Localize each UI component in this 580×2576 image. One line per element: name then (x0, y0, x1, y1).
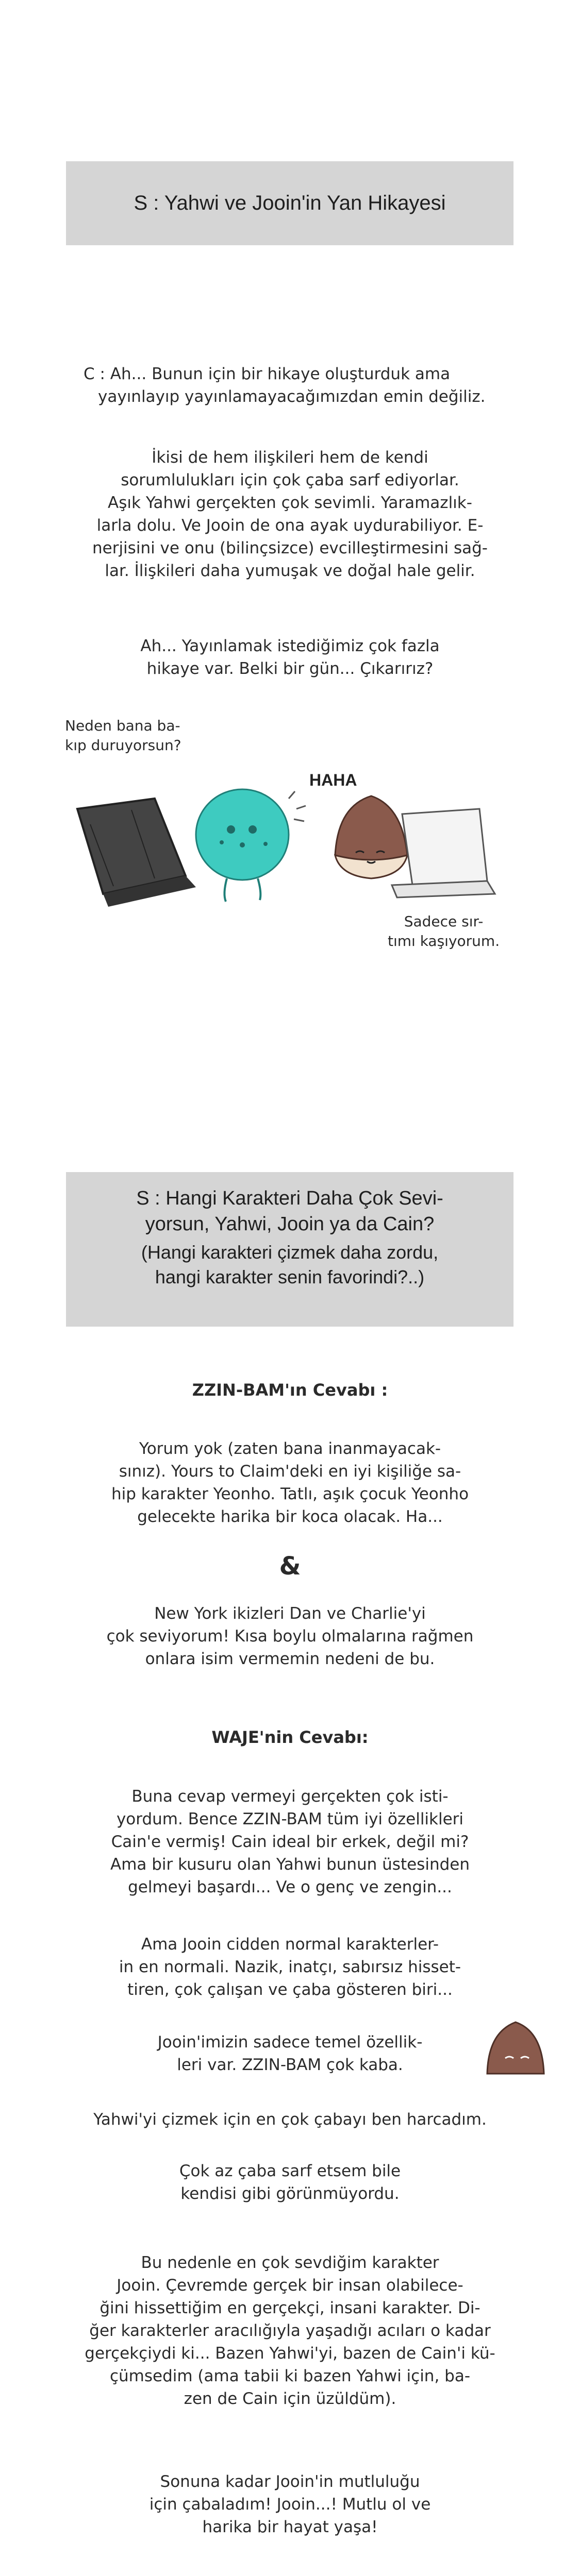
banner-subtitle-line: hangi karakter senin favorindi?..) (155, 1266, 425, 1287)
text-line: Aşık Yahwi gerçekten çok sevimli. Yaramazlık- (108, 494, 472, 512)
answer-paragraph (0, 2160, 580, 2205)
text-line: sorumlulukları için çok çaba sarf ediyorlar. (121, 471, 459, 489)
answer-heading-waje: WAJE'nin Cevabı: (211, 1727, 369, 1747)
banner-subtitle (66, 1240, 513, 1290)
banner-title-line: S : Hangi Karakteri Daha Çok Sevi- (136, 1188, 443, 1209)
answer-paragraph (0, 1437, 580, 1528)
speech-label-right (388, 912, 500, 951)
text-line: yayınlayıp yayınlamayacağımızdan emin değiliz. (98, 387, 486, 406)
answer-paragraph (0, 2470, 580, 2538)
text-line: Neden bana ba- (65, 717, 180, 734)
story-paragraph (0, 446, 580, 582)
text-line: Sonuna kadar Jooin'in mutluluğu (160, 2472, 420, 2491)
text-line: sınız). Yours to Claim'deki en iyi kişiliğe sa- (119, 1462, 461, 1481)
text-line: onlara isim vermemin nedeni de bu. (145, 1650, 435, 1668)
text-line: kendisi gibi görünmüyordu. (180, 2184, 400, 2203)
text-line: harika bir hayat yaşa! (202, 2518, 378, 2536)
speech-label-left (65, 716, 181, 755)
text-line: için çabaladım! Jooin...! Mutlu ol ve (149, 2495, 431, 2514)
text-line: İkisi de hem ilişkileri hem de kendi (152, 448, 428, 467)
banner-subtitle-line: (Hangi karakteri çizmek daha zordu, (141, 1242, 439, 1263)
text-line: gerçekçiydi ki... Bazen Yahwi'yi, bazen de Cain'i kü- (85, 2344, 495, 2363)
text-line: New York ikizleri Dan ve Charlie'yi (154, 1604, 426, 1623)
text-line: tiren, çok çalışan ve çaba gösteren biri... (127, 1980, 453, 1999)
text-line: C : Ah... Bunun için bir hikaye oluşturduk ama (84, 365, 451, 383)
sfx-haha: HAHA (309, 771, 357, 789)
text-line: hip karakter Yeonho. Tatlı, aşık çocuk Yeonho (111, 1485, 469, 1503)
text-line: Ah... Yayınlamak istediğimiz çok fazla (140, 637, 440, 655)
text-line: tımı kaşıyorum. (388, 933, 500, 950)
text-line: zen de Cain için üzüldüm). (184, 2389, 396, 2408)
jooin-peek-icon (477, 2017, 549, 2089)
story-intro (84, 363, 506, 408)
banner-title: S : Yahwi ve Jooin'in Yan Hikayesi (134, 192, 446, 214)
text-line: çok seviyorum! Kısa boylu olmalarına rağmen (106, 1627, 474, 1646)
text-line: larla dolu. Ve Jooin de ona ayak uydurabiliyor. E- (96, 516, 484, 535)
answer-paragraph (0, 1785, 580, 1899)
text-line: Cain'e vermiş! Cain ideal bir erkek, değil mi? (111, 1833, 469, 1851)
ampersand: & (279, 1552, 301, 1581)
text-line: ğini hissettiğim en gerçekçi, insani karakter. Di- (100, 2299, 480, 2317)
laptop-light-icon (392, 809, 495, 897)
text-line: Çok az çaba sarf etsem bile (179, 2162, 401, 2180)
text-line: Ama Jooin cidden normal karakterler- (141, 1935, 439, 1954)
text-line: yordum. Bence ZZIN-BAM tüm iyi özellikleri (116, 1810, 464, 1828)
text-line: nerjisini ve onu (bilinçsizce) evcilleştirmesini sağ- (92, 539, 488, 557)
text-line: Jooin'imizin sadece temel özellik- (157, 2033, 423, 2052)
text-line: Yorum yok (zaten bana inanmayacak- (139, 1439, 441, 1458)
laptop-dark-icon (77, 799, 196, 907)
answer-heading-zzinbam: ZZIN-BAM'ın Cevabı : (192, 1380, 388, 1400)
story-paragraph (0, 635, 580, 680)
answer-paragraph (0, 2251, 580, 2410)
text-line: Sadece sır- (404, 913, 484, 930)
section-banner-favorite-character (66, 1172, 513, 1327)
text-line: lar. İlişkileri daha yumuşak ve doğal hale gelir. (105, 562, 475, 580)
yahwi-character-icon (196, 789, 306, 902)
text-line: Bu nedenle en çok sevdiğim karakter (141, 2253, 439, 2272)
text-line: ğer karakterler aracılığıyla yaşadığı acıları o kadar (89, 2321, 491, 2340)
text-line: Jooin. Çevremde gerçek bir insan olabilece- (117, 2276, 463, 2295)
banner-title-line: yorsun, Yahwi, Jooin ya da Cain? (145, 1213, 435, 1235)
section-banner-side-story (66, 161, 513, 245)
text-line: çümsedim (ama tabii ki bazen Yahwi için, ba- (109, 2367, 471, 2385)
text-line: leri var. ZZIN-BAM çok kaba. (177, 2056, 403, 2074)
text-line: gelecekte harika bir koca olacak. Ha... (137, 1507, 443, 1526)
text-line: kıp duruyorsun? (65, 737, 181, 754)
text-line: hikaye var. Belki bir gün... Çıkarırız? (146, 659, 434, 678)
answer-paragraph (0, 1933, 580, 2001)
text-line: in en normali. Nazik, inatçı, sabırsız hisset- (119, 1958, 461, 1976)
text-line: Ama bir kusuru olan Yahwi bunun üstesinden (110, 1855, 470, 1874)
answer-paragraph (0, 1602, 580, 1670)
answer-paragraph: Yahwi'yi çizmek için en çok çabayı ben harcadım. (93, 2110, 487, 2129)
jooin-character-icon (335, 796, 407, 878)
text-line: Buna cevap vermeyi gerçekten çok isti- (131, 1787, 449, 1806)
text-line: gelmeyi başardı... Ve o genç ve zengin... (128, 1878, 452, 1896)
